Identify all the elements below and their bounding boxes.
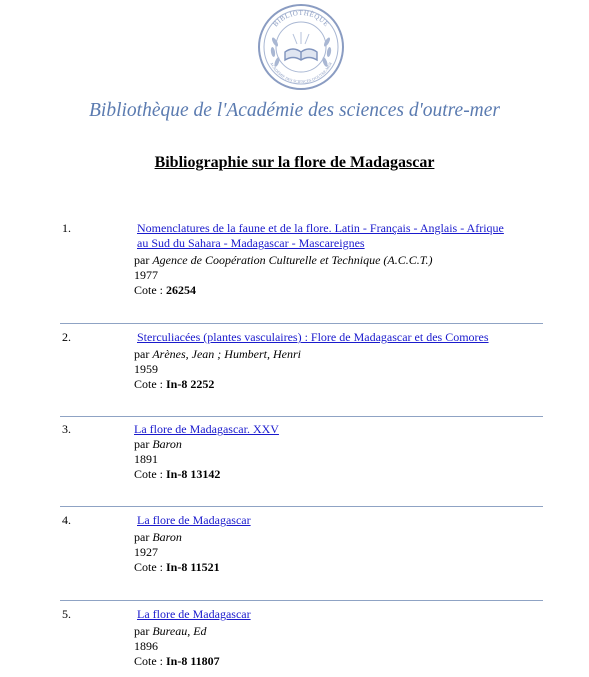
- page-title: Bibliographie sur la flore de Madagascar: [154, 154, 435, 171]
- entry-cote: Cote : In-8 11807: [134, 654, 220, 668]
- entry-title-link[interactable]: Sterculiacées (plantes vasculaires) : Flore de Madagascar et des Comores: [137, 330, 489, 344]
- entry-cote: Cote : In-8 11521: [134, 560, 220, 574]
- entry-title-link[interactable]: La flore de Madagascar: [137, 513, 251, 527]
- entry-cote: Cote : In-8 2252: [134, 377, 215, 391]
- entry-number: 1.: [62, 221, 71, 235]
- entry-title-link[interactable]: La flore de Madagascar. XXV: [134, 422, 279, 436]
- entry-author: par Baron: [134, 530, 182, 544]
- entry-number: 5.: [62, 607, 71, 621]
- svg-text:BIBLIOTHÈQUE: BIBLIOTHÈQUE: [271, 8, 331, 29]
- entry-number: 2.: [62, 330, 71, 344]
- entry-year: 1977: [134, 268, 158, 282]
- divider: [60, 416, 543, 417]
- entry-title-link[interactable]: Nomenclatures de la faune et de la flore. Latin - Français - Anglais - Afrique au Sud du Sahara - Madagascar - Mascareignes: [137, 221, 504, 250]
- entry-title-link[interactable]: La flore de Madagascar: [137, 607, 251, 621]
- entry-cote: Cote : In-8 13142: [134, 467, 221, 481]
- entry-author: par Bureau, Ed: [134, 624, 207, 638]
- entry-year: 1891: [134, 452, 158, 466]
- entry-year: 1959: [134, 362, 158, 376]
- entry-year: 1896: [134, 639, 158, 653]
- entry-author: par Agence de Coopération Culturelle et Technique (A.C.C.T.): [134, 253, 433, 267]
- entry-number: 3.: [62, 422, 71, 436]
- entry-cote: Cote : 26254: [134, 283, 196, 297]
- svg-text:ACADÉMIE DES SCIENCES D'OUTRE-: ACADÉMIE DES SCIENCES D'OUTRE-MER: [269, 61, 333, 85]
- divider: [60, 323, 543, 324]
- entry-number: 4.: [62, 513, 71, 527]
- entry-author: par Baron: [134, 437, 182, 451]
- library-seal-logo: [253, 2, 349, 92]
- entry-year: 1927: [134, 545, 158, 559]
- library-name: Bibliothèque de l'Académie des sciences d'outre-mer: [88, 100, 501, 121]
- entry-author: par Arènes, Jean ; Humbert, Henri: [134, 347, 301, 361]
- divider: [60, 506, 543, 507]
- divider: [60, 600, 543, 601]
